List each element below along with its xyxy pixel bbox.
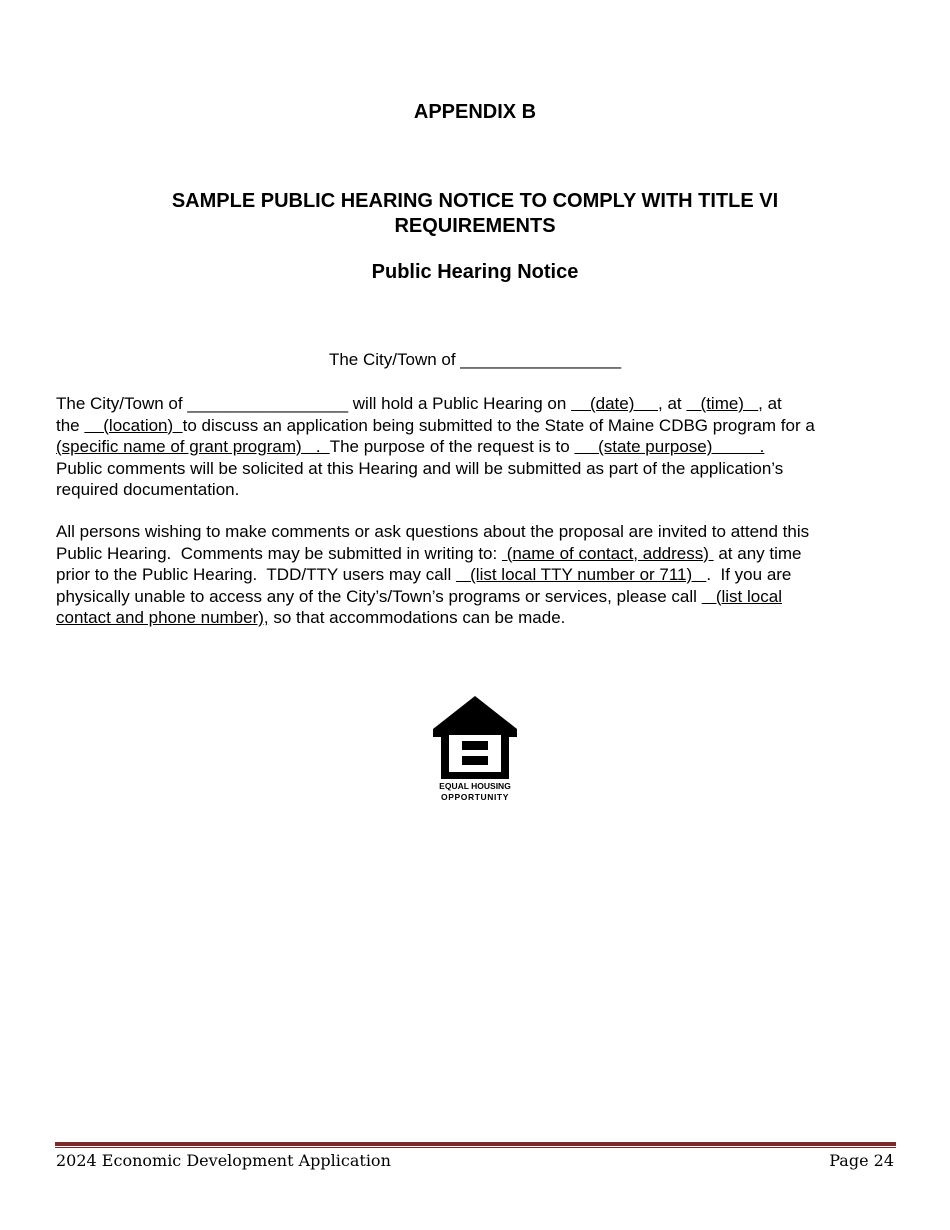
text-span: The purpose of the request is to xyxy=(329,437,575,456)
paragraph-line xyxy=(56,543,906,565)
notice-subtitle: Public Hearing Notice xyxy=(371,261,579,283)
appendix-heading: APPENDIX B xyxy=(413,101,537,123)
city-town-line: The City/Town of _________________ xyxy=(328,350,622,369)
state-purpose-placeholder: (state purpose) . xyxy=(574,437,765,456)
footer-divider-thin xyxy=(55,1147,896,1148)
text-span: so that accommodations can be made. xyxy=(268,608,566,627)
paragraph-line xyxy=(56,564,906,586)
text-span: . If you are xyxy=(706,565,792,584)
logo-text-line-1: EQUAL HOUSING xyxy=(439,781,511,791)
paragraph-line: All persons wishing to make comments or ask questions about the proposal are invited to attend this xyxy=(56,522,810,541)
local-contact-placeholder: (list local xyxy=(701,586,782,606)
text-span: the xyxy=(56,415,85,435)
house-inner xyxy=(449,735,501,772)
equal-bar-top xyxy=(462,741,488,750)
footer-divider xyxy=(55,1142,896,1149)
date-placeholder: (date) xyxy=(571,394,658,413)
hearing-paragraph xyxy=(56,393,906,501)
paragraph-line xyxy=(56,415,906,437)
document-title xyxy=(100,189,850,239)
time-placeholder: (time) xyxy=(686,394,759,413)
equal-bar-bottom xyxy=(462,756,488,765)
paragraph-line: required documentation. xyxy=(56,480,240,499)
footer-page-number: Page 24 xyxy=(829,1151,894,1170)
text-span: , at xyxy=(758,394,782,413)
paragraph-line xyxy=(56,586,906,608)
title-line-2: REQUIREMENTS xyxy=(394,215,556,237)
phone-number-placeholder: contact and phone number), xyxy=(56,608,269,627)
logo-text-line-2: OPPORTUNITY xyxy=(441,792,509,802)
paragraph-line xyxy=(56,436,906,458)
text-span: Public Hearing. Comments may be submitted in writing to: xyxy=(56,543,502,563)
title-line-1: SAMPLE PUBLIC HEARING NOTICE TO COMPLY WITH TITLE VI xyxy=(171,190,779,212)
contact-address-placeholder: (name of contact, address) xyxy=(501,543,714,563)
paragraph-line: Public comments will be solicited at this Hearing and will be submitted as part of the application’s xyxy=(56,458,784,478)
equal-housing-opportunity-logo xyxy=(431,693,519,808)
footer-divider-thick xyxy=(55,1142,896,1146)
grant-program-placeholder: (specific name of grant program) . xyxy=(56,437,330,456)
footer-document-name: 2024 Economic Development Application xyxy=(56,1151,391,1170)
text-span: The City/Town of _________________ will hold a Public Hearing on xyxy=(56,394,572,413)
text-span: at any time xyxy=(713,543,802,563)
text-span: , at xyxy=(658,394,687,413)
text-span: physically unable to access any of the City’s/Town’s programs or services, please call xyxy=(56,586,702,606)
comments-paragraph xyxy=(56,521,906,629)
text-span: to discuss an application being submitted to the State of Maine CDBG program for a xyxy=(182,415,815,435)
paragraph-line xyxy=(56,607,906,629)
location-placeholder: (location) xyxy=(84,415,183,435)
paragraph-line xyxy=(56,393,906,415)
text-span: prior to the Public Hearing. TDD/TTY users may call xyxy=(56,565,456,584)
tty-number-placeholder: (list local TTY number or 711) xyxy=(455,565,707,584)
